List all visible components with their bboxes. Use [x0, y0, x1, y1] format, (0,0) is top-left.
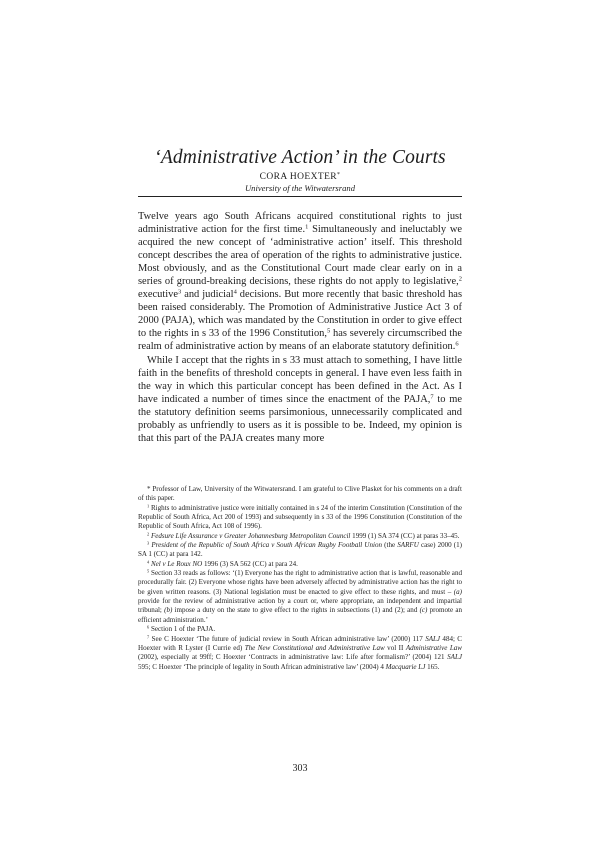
body-paragraph-1: Twelve years ago South Africans acquired constitutional rights to just administrative action for the first time.$^1$ Simultaneously and ineluctably we acquired the new concept of ‘administrative action’ itself. This threshold concept describes the area of operation of the rights to administrative justice. Most obviously, and as the Constitutional Court made clear early on in a series of ground-breaking decisions, these rights do not apply to legislative,$^2$ executive$^3$ and judicial$^4$ decisions. But more recently that basic threshold has been raised considerably. The Promotion of Administrative Justice Act 3 of 2000 (PAJA), which was mandated by the Constitution in order to give effect to the rights in s 33 of the 1996 Constitution,$^5$ has severely circumscribed the realm of administrative action by means of an elaborate statutory definition.$^6$ [138, 211, 463, 353]
footnotes [138, 485, 462, 672]
footnote-3: $^3$ President of the Republic of South Africa v South African Rugby Football Union (the SARFU case) 2000 (1) SA 1 (CC) at para 142. [138, 540, 463, 559]
header-rule [138, 196, 462, 197]
footnote-ref: 2 [458, 275, 462, 283]
article-title: ‘Administrative Action’ in the Courts [154, 147, 446, 168]
footnote-ref: 7 [430, 393, 434, 401]
footnote-7: $^7$ See C Hoexter ‘The future of judicial review in South African administrative law’ (2000) 117 SALJ 484; C Hoexter with R Lyster (I Currie ed) The New Constitutional and Administrative Law vol II Administrative Law (2002), especially at 99ff; C Hoexter ‘Contracts in administrative law: Life after formalism?’ (2004) 121 SALJ 595; C Hoexter ‘The principle of legality in South African administrative law’ (2004) 4 Macquarie LJ 165. [138, 634, 462, 671]
author-name: CORA HOEXTER [259, 172, 338, 182]
author-footnote-mark: * [337, 171, 341, 178]
body-paragraph-2: While I accept that the rights in s 33 must attach to something, I have little faith in the benefits of threshold concepts in general. I have even less faith in the way in which this particular concept has been defined in the Act. As I have indicated a number of times since the enactment of the PAJA,$^7$ to me the statutory definition seems parsimonious, unnecessarily complicated and probably as unfriendly to users as it is possible to be. Indeed, my opinion is that this part of the PAJA creates many more [138, 354, 462, 444]
footnote-2: $^2$ Fedsure Life Assurance v Greater Johannesburg Metropolitan Council 1999 (1) SA 374 (CC) at paras 33–45. [147, 531, 460, 540]
footnote-6: $^6$ Section 1 of the PAJA. [147, 624, 216, 634]
footnote-ref: 5 [327, 327, 331, 335]
footnote-ref: 4 [233, 288, 237, 296]
footnote-author: * Professor of Law, University of the Witwatersrand. I am grateful to Clive Plasket for his comments on a draft of this paper. [138, 485, 462, 503]
body-text [138, 210, 462, 445]
page-number: 303 [292, 763, 308, 774]
author-line [138, 172, 462, 183]
footnote-ref: 1 [305, 223, 309, 231]
footnote-1: $^1$ Rights to administrative justice were initially contained in s 24 of the interim Constitution (Constitution of the Republic of South Africa, Act 200 of 1993) and subsequently in s 33 of the 1996 Constitution (Constitution of the Republic of South Africa, Act 108 of 1996). [138, 503, 462, 531]
footnote-ref: 3 [178, 288, 182, 296]
footnote-5: $^5$ Section 33 reads as follows: ‘(1) Everyone has the right to administrative action that is lawful, reasonable and procedurally fair. (2) Everyone whose rights have been adversely affected by administrative action has the right to be given written reasons. (3) National legislation must be enacted to give effect to these rights, and must – (a) provide for the review of administrative action by a court or, where appropriate, an independent and impartial tribunal; (b) impose a duty on the state to give effect to the rights in subsections (1) and (2); and (c) promote an efficient administration.’ [138, 568, 462, 624]
author-affiliation: University of the Witwatersrand [244, 183, 356, 193]
footnote-ref: 6 [455, 340, 459, 348]
footnote-4: $^4$ Nel v Le Roux NO 1996 (3) SA 562 (CC) at para 24. [147, 559, 298, 568]
